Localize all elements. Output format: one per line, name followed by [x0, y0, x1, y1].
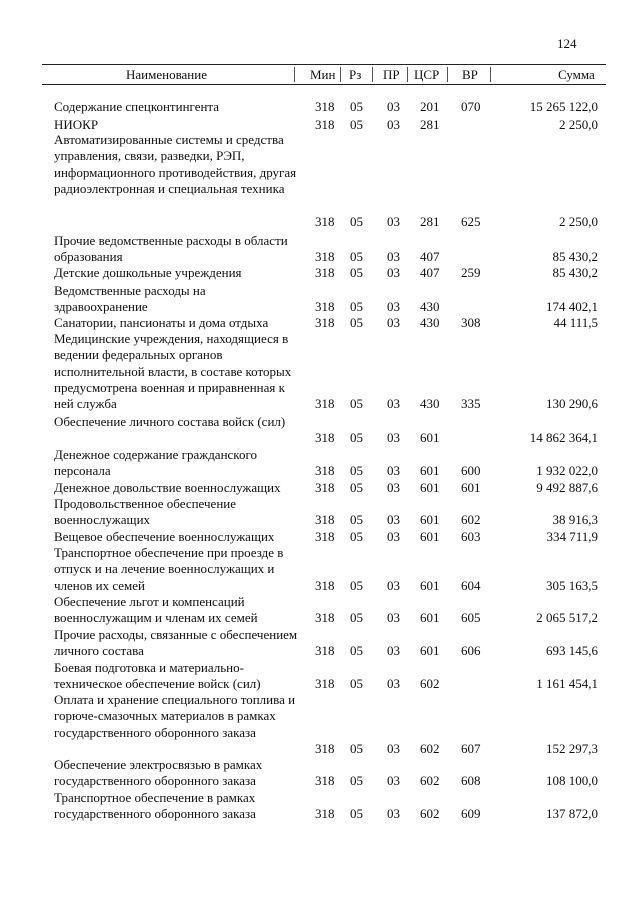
row-pr: 03: [387, 99, 400, 114]
row-sum: 2 250,0: [559, 213, 598, 229]
row-sum: 44 111,5: [553, 315, 598, 330]
row-vr: 335: [461, 396, 481, 412]
row-rz: 05: [350, 99, 363, 114]
row-min: 318: [315, 117, 335, 132]
row-sum: 1 932 022,0: [536, 463, 598, 479]
row-pr: 03: [387, 213, 400, 229]
row-name: Прочие расходы, связанные с обеспечением личного состава: [54, 627, 298, 659]
row-csr: 601: [420, 643, 440, 659]
header-divider: [407, 67, 408, 82]
header-divider: [340, 67, 341, 82]
row-csr: 601: [420, 480, 440, 495]
row-vr: 625: [461, 213, 481, 229]
row-rz: 05: [350, 740, 363, 756]
row-vr: 609: [461, 806, 481, 822]
row-name: Транспортное обеспечение в рамках государственного оборонного заказа: [54, 790, 256, 822]
row-sum: 14 862 364,1: [529, 430, 598, 446]
row-pr: 03: [387, 577, 400, 593]
row-sum: 85 430,2: [552, 249, 598, 265]
row-csr: 602: [420, 740, 440, 756]
row-min: 318: [315, 213, 335, 229]
row-sum: 174 402,1: [546, 299, 598, 315]
row-name: Медицинские учреждения, находящиеся в ведении федеральных органов исполнительной власти, в составе которых предусмотрена военная и приравненная к ней служба: [54, 331, 292, 412]
row-vr: 601: [461, 480, 481, 495]
row-csr: 602: [420, 806, 440, 822]
row-min: 318: [315, 643, 335, 659]
row-vr: 608: [461, 773, 481, 789]
row-csr: 601: [420, 430, 440, 446]
table-header: [42, 64, 606, 85]
row-min: 318: [315, 463, 335, 479]
row-rz: 05: [350, 529, 363, 544]
header-divider: [447, 67, 448, 82]
row-name: Прочие ведомственные расходы в области образования: [54, 233, 288, 265]
page-number: 124: [557, 36, 577, 51]
row-min: 318: [315, 610, 335, 626]
row-csr: 407: [420, 249, 440, 265]
row-pr: 03: [387, 117, 400, 132]
row-rz: 05: [350, 265, 363, 280]
row-sum: 334 711,9: [546, 529, 598, 544]
row-min: 318: [315, 577, 335, 593]
row-csr: 601: [420, 512, 440, 528]
row-min: 318: [315, 529, 335, 544]
row-pr: 03: [387, 265, 400, 280]
row-sum: 9 492 887,6: [536, 480, 598, 495]
row-sum: 2 250,0: [559, 117, 598, 132]
header-divider: [490, 67, 491, 82]
row-rz: 05: [350, 806, 363, 822]
row-vr: 308: [461, 315, 481, 330]
row-pr: 03: [387, 463, 400, 479]
header-vr: ВР: [462, 67, 478, 82]
row-vr: 607: [461, 740, 481, 756]
row-csr: 601: [420, 529, 440, 544]
row-rz: 05: [350, 676, 363, 692]
row-sum: 108 100,0: [546, 773, 598, 789]
row-rz: 05: [350, 315, 363, 330]
row-name: Ведомственные расходы на здравоохранение: [54, 283, 206, 315]
row-rz: 05: [350, 463, 363, 479]
row-pr: 03: [387, 529, 400, 544]
header-sum: Сумма: [558, 67, 595, 82]
header-pr: ПР: [383, 67, 400, 82]
row-csr: 601: [420, 577, 440, 593]
row-min: 318: [315, 430, 335, 446]
header-divider: [372, 67, 373, 82]
row-vr: 602: [461, 512, 481, 528]
row-csr: 602: [420, 676, 440, 692]
row-name: Обеспечение личного состава войск (сил): [54, 414, 286, 429]
row-pr: 03: [387, 740, 400, 756]
row-rz: 05: [350, 117, 363, 132]
row-min: 318: [315, 480, 335, 495]
row-min: 318: [315, 99, 335, 114]
row-sum: 152 297,3: [546, 740, 598, 756]
row-pr: 03: [387, 773, 400, 789]
header-divider: [294, 67, 295, 82]
row-pr: 03: [387, 480, 400, 495]
row-pr: 03: [387, 643, 400, 659]
row-rz: 05: [350, 213, 363, 229]
row-name: Денежное содержание гражданского персонала: [54, 447, 257, 479]
row-pr: 03: [387, 396, 400, 412]
row-csr: 201: [420, 99, 440, 114]
row-pr: 03: [387, 512, 400, 528]
row-rz: 05: [350, 512, 363, 528]
row-csr: 430: [420, 396, 440, 412]
row-sum: 85 430,2: [552, 265, 598, 280]
row-name: Денежное довольствие военнослужащих: [54, 480, 281, 495]
row-vr: 600: [461, 463, 481, 479]
row-csr: 430: [420, 299, 440, 315]
row-min: 318: [315, 512, 335, 528]
row-min: 318: [315, 299, 335, 315]
row-name: Санатории, пансионаты и дома отдыха: [54, 315, 269, 330]
row-sum: 2 065 517,2: [536, 610, 598, 626]
row-csr: 281: [420, 213, 440, 229]
row-rz: 05: [350, 643, 363, 659]
row-vr: 070: [461, 99, 481, 114]
row-csr: 601: [420, 610, 440, 626]
row-min: 318: [315, 396, 335, 412]
row-name: Транспортное обеспечение при проезде в отпуск и на лечение военнослужащих и членов их семей: [54, 545, 284, 593]
row-name: Обеспечение электросвязью в рамках государственного оборонного заказа: [54, 757, 263, 789]
row-name: НИОКР: [54, 117, 99, 132]
row-csr: 281: [420, 117, 440, 132]
header-name: Наименование: [126, 67, 207, 82]
row-csr: 407: [420, 265, 440, 280]
row-pr: 03: [387, 315, 400, 330]
row-min: 318: [315, 740, 335, 756]
row-min: 318: [315, 265, 335, 280]
row-vr: 603: [461, 529, 481, 544]
row-name: Продовольственное обеспечение военнослужащих: [54, 496, 236, 528]
row-name: Оплата и хранение специального топлива и горюче-смазочных материалов в рамках государственного оборонного заказа: [54, 692, 296, 740]
row-vr: 259: [461, 265, 481, 280]
row-sum: 1 161 454,1: [536, 676, 598, 692]
row-pr: 03: [387, 610, 400, 626]
row-rz: 05: [350, 480, 363, 495]
header-rz: Рз: [349, 67, 362, 82]
row-sum: 15 265 122,0: [529, 99, 598, 114]
row-rz: 05: [350, 610, 363, 626]
row-vr: 604: [461, 577, 481, 593]
row-pr: 03: [387, 299, 400, 315]
row-sum: 38 916,3: [552, 512, 598, 528]
row-min: 318: [315, 249, 335, 265]
header-min: Мин: [310, 67, 336, 82]
row-pr: 03: [387, 676, 400, 692]
row-min: 318: [315, 773, 335, 789]
row-name: Обеспечение льгот и компенсаций военнослужащим и членам их семей: [54, 594, 258, 626]
row-name: Боевая подготовка и материально-техническое обеспечение войск (сил): [54, 660, 261, 692]
row-csr: 601: [420, 463, 440, 479]
row-pr: 03: [387, 430, 400, 446]
row-sum: 137 872,0: [546, 806, 598, 822]
row-csr: 430: [420, 315, 440, 330]
row-min: 318: [315, 806, 335, 822]
row-sum: 130 290,6: [546, 396, 598, 412]
row-pr: 03: [387, 249, 400, 265]
row-rz: 05: [350, 249, 363, 265]
row-vr: 605: [461, 610, 481, 626]
row-min: 318: [315, 676, 335, 692]
row-name: Автоматизированные системы и средства управления, связи, разведки, РЭП, информационного противодействия, другая радиоэлектронная и специальная техника: [54, 132, 297, 196]
row-rz: 05: [350, 299, 363, 315]
row-name: Содержание спецконтингента: [54, 99, 220, 114]
row-rz: 05: [350, 773, 363, 789]
row-rz: 05: [350, 577, 363, 593]
row-name: Детские дошкольные учреждения: [54, 265, 242, 280]
row-csr: 602: [420, 773, 440, 789]
row-rz: 05: [350, 396, 363, 412]
row-min: 318: [315, 315, 335, 330]
row-name: Вещевое обеспечение военнослужащих: [54, 529, 275, 544]
header-csr: ЦСР: [414, 67, 440, 82]
row-vr: 606: [461, 643, 481, 659]
row-sum: 305 163,5: [546, 577, 598, 593]
row-pr: 03: [387, 806, 400, 822]
row-rz: 05: [350, 430, 363, 446]
row-sum: 693 145,6: [546, 643, 598, 659]
